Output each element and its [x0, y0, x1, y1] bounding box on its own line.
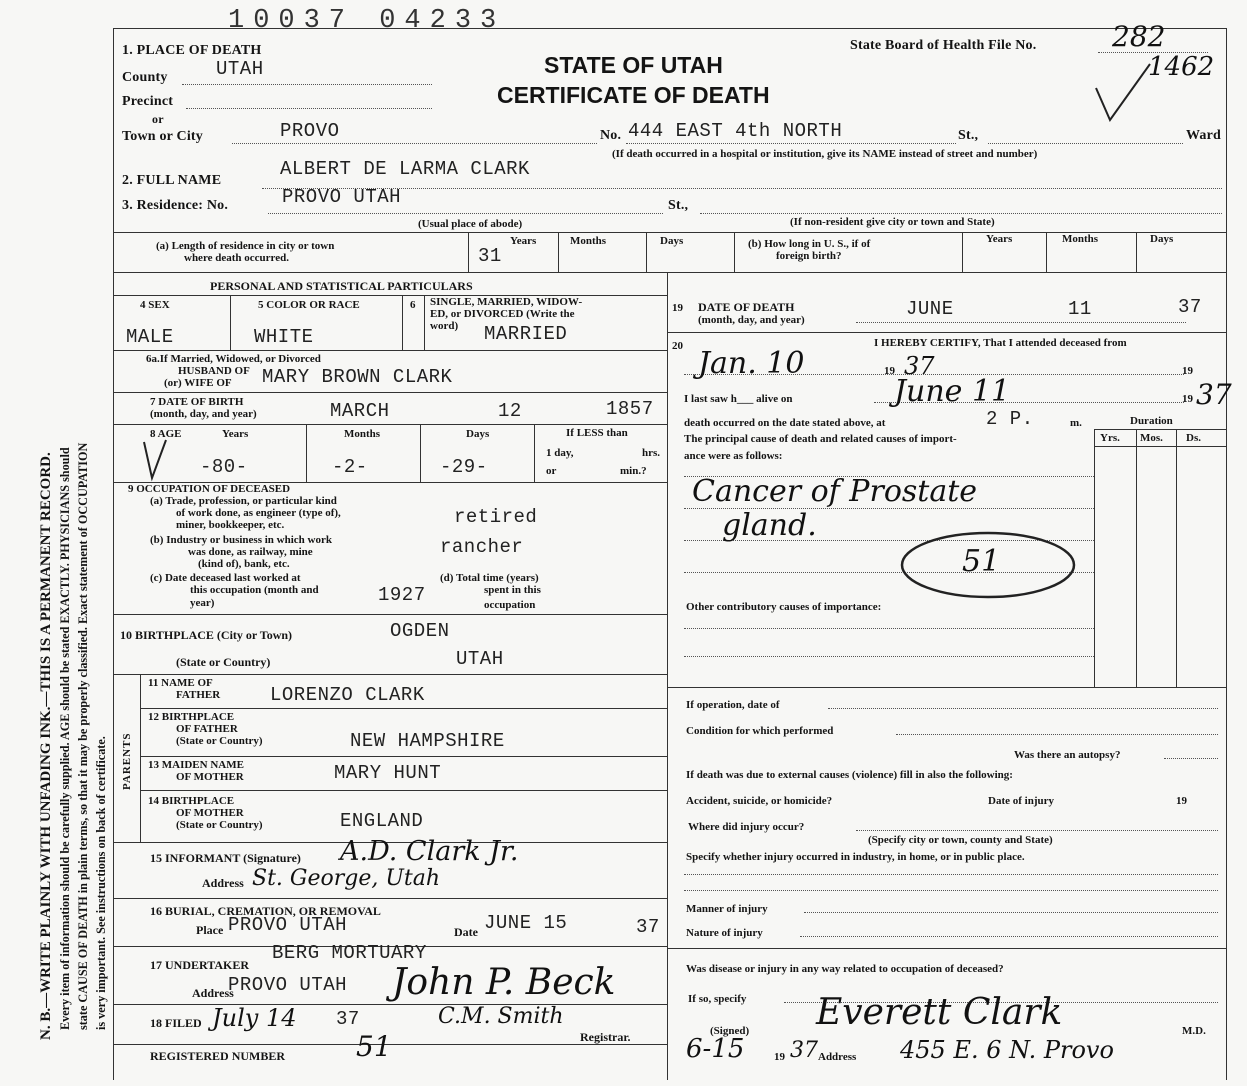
operation-label: If operation, date of [686, 699, 780, 711]
occupation-value: retired [454, 506, 538, 528]
dob-label-1: 7 DATE OF BIRTH [150, 396, 244, 408]
age-days: -29- [440, 456, 488, 478]
industry-b-3: (kind of), bank, etc. [198, 558, 290, 570]
birthplace-state-label: (State or Country) [176, 655, 271, 669]
undertaker-name: BERG MORTUARY [272, 942, 427, 964]
father-birthplace: NEW HAMPSHIRE [350, 730, 505, 752]
burial-year: 37 [636, 916, 660, 938]
birthplace-label: 10 BIRTHPLACE (City or Town) [120, 628, 293, 642]
hours-label: hrs. [642, 447, 661, 459]
marital-label-3: word) [430, 320, 459, 332]
injury-date-label: Date of injury [988, 795, 1054, 807]
physician-address-label: Address [818, 1051, 857, 1063]
town-label: Town or City [122, 129, 203, 144]
section-2-label: 2. FULL NAME [122, 173, 222, 188]
state-title: STATE OF UTAH [544, 52, 723, 78]
full-name: ALBERT DE LARMA CLARK [280, 158, 530, 180]
registrar-label: Registrar. [580, 1030, 631, 1044]
cause-label-1: The principal cause of death and related causes of import- [684, 433, 957, 445]
death-date-number: 19 [672, 302, 683, 314]
or-label: or [152, 112, 164, 126]
last-worked-value: 1927 [378, 584, 426, 606]
residence-years: 31 [478, 245, 502, 267]
marital-value: MARRIED [484, 323, 568, 345]
color-label: 5 COLOR OR RACE [258, 299, 360, 311]
death-date-label-2: (month, day, and year) [698, 314, 805, 326]
lastworked-c-3: year) [190, 597, 215, 609]
years-label: Years [510, 235, 537, 247]
age-months-label: Months [344, 428, 381, 440]
birthplace-state: UTAH [456, 648, 504, 670]
birth-day: 12 [498, 400, 522, 422]
autopsy-label: Was there an autopsy? [1014, 749, 1121, 761]
mother-name: MARY HUNT [334, 762, 442, 784]
residence-st-label: St., [668, 198, 689, 213]
registered-number: 51 [356, 1030, 392, 1063]
section-3-label: 3. Residence: No. [122, 198, 229, 213]
occupation-heading: 9 OCCUPATION OF DECEASED [128, 483, 291, 495]
informant-address-label: Address [202, 876, 244, 890]
duration-months: Mos. [1140, 432, 1163, 444]
industry-b-1: (b) Industry or business in which work [150, 534, 332, 546]
birthplace-city: OGDEN [390, 620, 450, 642]
specify-place-label: Specify whether injury occurred in industry, in home, or in public place. [686, 851, 1025, 863]
other-causes-label: Other contributory causes of importance: [686, 601, 882, 613]
undertaker-address-label: Address [192, 986, 234, 1000]
hospital-note: (If death occurred in a hospital or institution, give its NAME instead of street and number) [612, 148, 1038, 160]
filed-year: 37 [336, 1008, 360, 1030]
usual-abode-note: (Usual place of abode) [418, 218, 523, 230]
length-a-line1: (a) Length of residence in city or town [156, 240, 335, 252]
occupation-a-3: miner, bookkeeper, etc. [176, 519, 285, 531]
months-label-b: Months [1062, 233, 1099, 245]
street-label: St., [958, 128, 979, 143]
nineteen-1: 19 [884, 365, 895, 377]
age-label: 8 AGE [150, 428, 182, 440]
father-label-1: 11 NAME OF [148, 677, 213, 689]
nineteen-4: 19 [1176, 795, 1187, 807]
burial-place-label: Place [196, 923, 224, 937]
less-than-label: If LESS than [566, 427, 628, 439]
spouse-label-3: (or) WIFE OF [164, 377, 232, 389]
father-birth-label-2: OF FATHER [176, 723, 238, 735]
cause-label-2: ance were as follows: [684, 450, 783, 462]
lastworked-c-2: this occupation (month and [190, 584, 319, 596]
occupation-a-2: of work done, as engineer (type of), [176, 507, 341, 519]
ward-label: Ward [1186, 128, 1222, 143]
tick-mark-icon [140, 438, 170, 482]
age-years-label: Years [222, 428, 249, 440]
industry-b-2: was done, as railway, mine [188, 546, 313, 558]
length-b-line2: foreign birth? [776, 250, 842, 262]
sex-label: 4 SEX [140, 299, 170, 311]
accident-label: Accident, suicide, or homicide? [686, 795, 833, 807]
dob-label-2: (month, day, and year) [150, 408, 257, 420]
certificate-title: CERTIFICATE OF DEATH [497, 82, 770, 108]
father-birth-label-3: (State or Country) [176, 735, 263, 747]
burial-date: JUNE 15 [484, 912, 568, 934]
manner-label: Manner of injury [686, 903, 768, 915]
spouse-value: MARY BROWN CLARK [262, 366, 453, 388]
mother-birth-label-2: OF MOTHER [176, 807, 244, 819]
duration-label: Duration [1130, 415, 1173, 427]
county-label: County [122, 70, 168, 85]
total-time-2: spent in this [484, 584, 541, 596]
cause-line-1: Cancer of Prostate [692, 474, 978, 509]
informant-signature: A.D. Clark Jr. [340, 836, 519, 867]
county-value: UTAH [216, 58, 264, 80]
last-saw-date: June 11 [894, 374, 1011, 409]
occurred-label: death occurred on the date stated above, at [684, 417, 886, 429]
town-value: PROVO [280, 120, 340, 142]
duration-days: Ds. [1186, 432, 1201, 444]
age-years: -80- [200, 456, 248, 478]
spouse-label-1: 6a.If Married, Widowed, or Divorced [146, 353, 321, 365]
birth-year: 1857 [606, 398, 654, 420]
total-time-3: occupation [484, 599, 536, 611]
related-label: Was disease or injury in any way related to occupation of deceased? [686, 963, 1004, 975]
physician-address: 455 E. 6 N. Provo [900, 1036, 1114, 1064]
nature-label: Nature of injury [686, 927, 763, 939]
registered-number-label: REGISTERED NUMBER [150, 1049, 286, 1063]
last-saw-year: 37 [1196, 378, 1232, 411]
margin-instructions-2: state CAUSE OF DEATH in plain terms, so that it may be properly classified. Exact statement of OCCUPATION [76, 442, 90, 1030]
attended-from-year: 37 [904, 352, 935, 380]
file-note: 1462 [1148, 52, 1215, 82]
father-name: LORENZO CLARK [270, 684, 425, 706]
marital-label-2: ED, or DIVORCED (Write the [430, 308, 575, 320]
precinct-label: Precinct [122, 94, 174, 109]
occupation-a-1: (a) Trade, profession, or particular kind [150, 495, 337, 507]
filed-label: 18 FILED [150, 1016, 202, 1030]
sex-value: MALE [126, 326, 174, 348]
section-1-label: 1. PLACE OF DEATH [122, 43, 262, 58]
serial-number: 10037 04233 [228, 6, 506, 36]
specify-city-label: (Specify city or town, county and State) [868, 834, 1053, 846]
certify-number: 20 [672, 340, 683, 352]
industry-value: rancher [440, 536, 524, 558]
age-days-label: Days [466, 428, 490, 440]
death-day: 11 [1068, 298, 1092, 320]
registrar-signature: C.M. Smith [438, 1004, 564, 1029]
or-min-label: or [546, 465, 557, 477]
meridiem-label: m. [1070, 417, 1082, 429]
age-months: -2- [332, 456, 368, 478]
margin-instructions-3: is very important. See instructions on back of certificate. [94, 736, 108, 1030]
check-mark-icon [1090, 58, 1160, 128]
md-label: M.D. [1182, 1025, 1206, 1037]
undertaker-label: 17 UNDERTAKER [150, 958, 250, 972]
street-value: 444 EAST 4th NORTH [628, 120, 843, 142]
length-b-line1: (b) How long in U. S., if of [748, 238, 871, 250]
months-label: Months [570, 235, 607, 247]
death-date-label-1: DATE OF DEATH [698, 300, 795, 314]
mother-birth-label-3: (State or Country) [176, 819, 263, 831]
attended-from: Jan. 10 [698, 346, 805, 381]
mother-birth-label-1: 14 BIRTHPLACE [148, 795, 235, 807]
death-year: 37 [1178, 296, 1202, 318]
file-number: 282 [1112, 20, 1166, 53]
six-label: 6 [410, 299, 416, 311]
mother-birthplace: ENGLAND [340, 810, 424, 832]
informant-label: 15 INFORMANT (Signature) [150, 851, 301, 865]
signed-year: 37 [790, 1038, 818, 1063]
spouse-label-2: HUSBAND OF [178, 365, 250, 377]
mother-label-2: OF MOTHER [176, 771, 244, 783]
physician-signature: Everett Clark [816, 992, 1063, 1033]
if-so-label: If so, specify [688, 993, 747, 1005]
residence: PROVO UTAH [282, 186, 402, 208]
nineteen-5: 19 [774, 1051, 785, 1063]
mother-label-1: 13 MAIDEN NAME [148, 759, 244, 771]
color-value: WHITE [254, 326, 314, 348]
duration-years: Yrs. [1100, 432, 1120, 444]
undertaker-address: PROVO UTAH [228, 974, 348, 996]
father-label-2: FATHER [176, 689, 221, 701]
length-a-line2: where death occurred. [184, 252, 289, 264]
days-label-b: Days [1150, 233, 1174, 245]
signed-date: 6-15 [686, 1034, 745, 1064]
marital-label-1: SINGLE, MARRIED, WIDOW- [430, 296, 583, 308]
filed-date: July 14 [212, 1004, 297, 1032]
nineteen-3: 19 [1182, 393, 1193, 405]
margin-instructions-1: Every item of information should be carefully supplied. AGE should be stated EXACTLY. PHYSICIANS should [58, 447, 72, 1030]
signed-label: (Signed) [710, 1025, 750, 1037]
total-time-1: (d) Total time (years) [440, 572, 539, 584]
condition-label: Condition for which performed [686, 725, 834, 737]
street-no-label: No. [600, 128, 622, 143]
lastworked-c-1: (c) Date deceased last worked at [150, 572, 301, 584]
informant-address: St. George, Utah [252, 866, 441, 891]
death-time: 2 P. [986, 408, 1034, 430]
external-causes-label: If death was due to external causes (violence) fill in also the following: [686, 769, 1013, 781]
cause-line-2: gland. [722, 508, 817, 543]
days-label: Days [660, 235, 684, 247]
file-number-label: State Board of Health File No. [850, 38, 1037, 53]
where-injury-label: Where did injury occur? [688, 821, 805, 833]
nineteen-2: 19 [1182, 365, 1193, 377]
certify-label: I HEREBY CERTIFY, That I attended deceased from [874, 337, 1127, 349]
death-month: JUNE [906, 298, 954, 320]
undertaker-signature: John P. Beck [392, 962, 616, 1003]
minutes-label: min.? [620, 465, 647, 477]
birth-month: MARCH [330, 400, 390, 422]
years-label-b: Years [986, 233, 1013, 245]
last-saw-label: I last saw h___ alive on [684, 393, 793, 405]
personal-heading: PERSONAL AND STATISTICAL PARTICULARS [210, 279, 473, 293]
cause-code: 51 [962, 544, 1001, 579]
burial-place: PROVO UTAH [228, 914, 348, 936]
parents-label: PARENTS [121, 732, 133, 790]
margin-notice: N. B.—WRITE PLAINLY WITH UNFADING INK.—THIS IS A PERMANENT RECORD. [38, 452, 54, 1040]
burial-date-label: Date [454, 925, 478, 939]
burial-label: 16 BURIAL, CREMATION, OR REMOVAL [150, 904, 381, 918]
non-resident-note: (If non-resident give city or town and State) [790, 216, 995, 228]
father-birth-label-1: 12 BIRTHPLACE [148, 711, 235, 723]
one-day-label: 1 day, [546, 447, 574, 459]
